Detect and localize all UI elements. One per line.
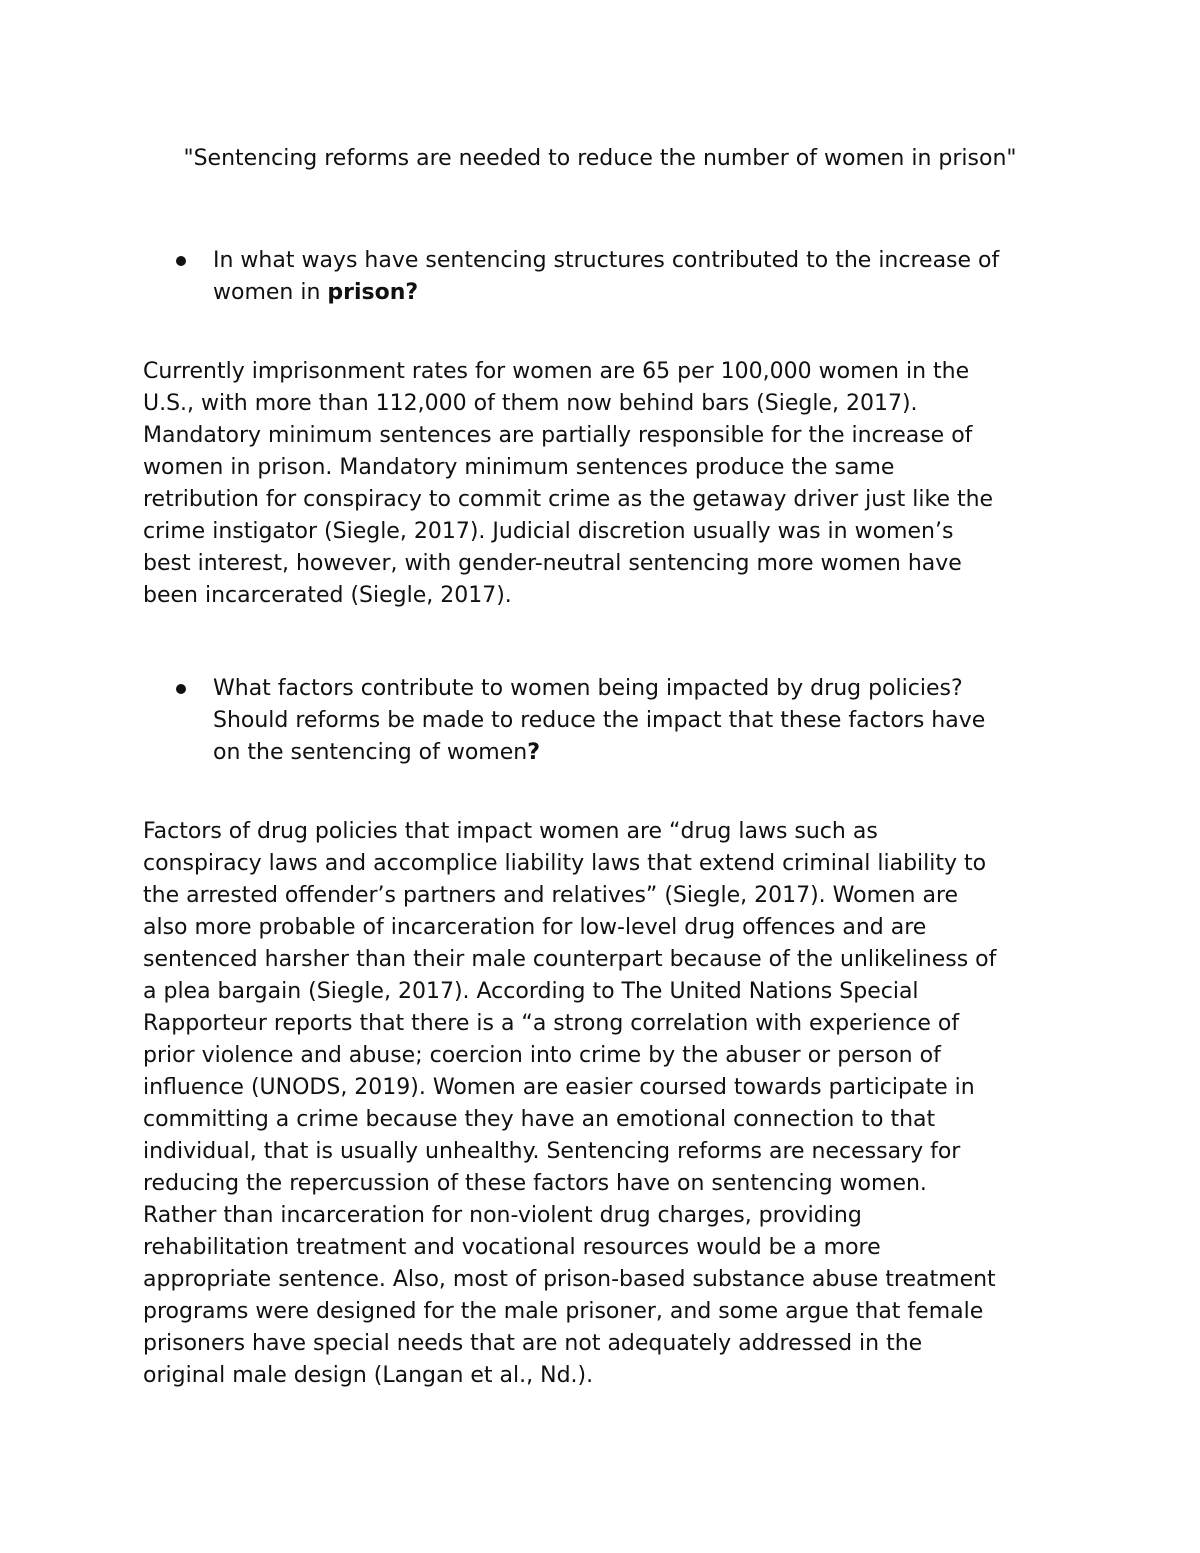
- paragraph-line: Currently imprisonment rates for women are 65 per 100,000 women in the: [143, 359, 970, 384]
- paragraph-line: prior violence and abuse; coercion into crime by the abuser or person of: [143, 1043, 941, 1068]
- paragraph-line: prisoners have special needs that are not adequately addressed in the: [143, 1331, 923, 1356]
- bullet-2-line-1: What factors contribute to women being impacted by drug policies?: [213, 676, 963, 701]
- bullet-1-line-2: [213, 277, 1093, 309]
- paragraph-line: committing a crime because they have an emotional connection to that: [143, 1107, 936, 1132]
- paragraph-line: Rapporteur reports that there is a “a strong correlation with experience of: [143, 1011, 960, 1036]
- paragraph-1: [143, 356, 1083, 612]
- bullet-dot-icon: [176, 684, 186, 694]
- paragraph-2: [143, 816, 1083, 1392]
- paragraph-line: crime instigator (Siegle, 2017). Judicial discretion usually was in women’s: [143, 519, 954, 544]
- paragraph-line: Mandatory minimum sentences are partially responsible for the increase of: [143, 423, 973, 448]
- paragraph-line: reducing the repercussion of these factors have on sentencing women.: [143, 1171, 927, 1196]
- bullet-2-line-3-prefix: on the sentencing of women: [213, 740, 528, 765]
- paragraph-line: women in prison. Mandatory minimum sentences produce the same: [143, 455, 895, 480]
- bullet-2-line-3-bold: ?: [527, 740, 540, 765]
- bullet-1-line-1: In what ways have sentencing structures contributed to the increase of: [213, 248, 1000, 273]
- bullet-2-line-3: [213, 737, 1093, 769]
- paragraph-line: original male design (Langan et al., Nd.).: [143, 1363, 594, 1388]
- document-title: "Sentencing reforms are needed to reduce the number of women in prison": [183, 146, 1017, 171]
- paragraph-line: rehabilitation treatment and vocational resources would be a more: [143, 1235, 881, 1260]
- paragraph-line: influence (UNODS, 2019). Women are easier coursed towards participate in: [143, 1075, 975, 1100]
- paragraph-line: retribution for conspiracy to commit crime as the getaway driver just like the: [143, 487, 994, 512]
- bullet-dot-icon: [176, 256, 186, 266]
- paragraph-line: Rather than incarceration for non-violent drug charges, providing: [143, 1203, 862, 1228]
- bullet-question-1-text: [213, 245, 1093, 309]
- paragraph-line: conspiracy laws and accomplice liability laws that extend criminal liability to: [143, 851, 987, 876]
- paragraph-line: programs were designed for the male prisoner, and some argue that female: [143, 1299, 984, 1324]
- bullet-question-2-text: [213, 673, 1093, 769]
- bullet-1-line-2-prefix: women in: [213, 280, 328, 305]
- paragraph-line: appropriate sentence. Also, most of prison-based substance abuse treatment: [143, 1267, 996, 1292]
- paragraph-line: individual, that is usually unhealthy. Sentencing reforms are necessary for: [143, 1139, 961, 1164]
- paragraph-line: been incarcerated (Siegle, 2017).: [143, 583, 512, 608]
- paragraph-line: best interest, however, with gender-neutral sentencing more women have: [143, 551, 962, 576]
- bullet-2-line-2: Should reforms be made to reduce the impact that these factors have: [213, 708, 986, 733]
- bullet-1-line-2-bold: prison?: [327, 280, 419, 305]
- paragraph-line: Factors of drug policies that impact women are “drug laws such as: [143, 819, 878, 844]
- paragraph-line: a plea bargain (Siegle, 2017). According to The United Nations Special: [143, 979, 919, 1004]
- paragraph-line: also more probable of incarceration for low-level drug offences and are: [143, 915, 927, 940]
- paragraph-line: U.S., with more than 112,000 of them now behind bars (Siegle, 2017).: [143, 391, 918, 416]
- paragraph-line: the arrested offender’s partners and relatives” (Siegle, 2017). Women are: [143, 883, 959, 908]
- paragraph-line: sentenced harsher than their male counterpart because of the unlikeliness of: [143, 947, 997, 972]
